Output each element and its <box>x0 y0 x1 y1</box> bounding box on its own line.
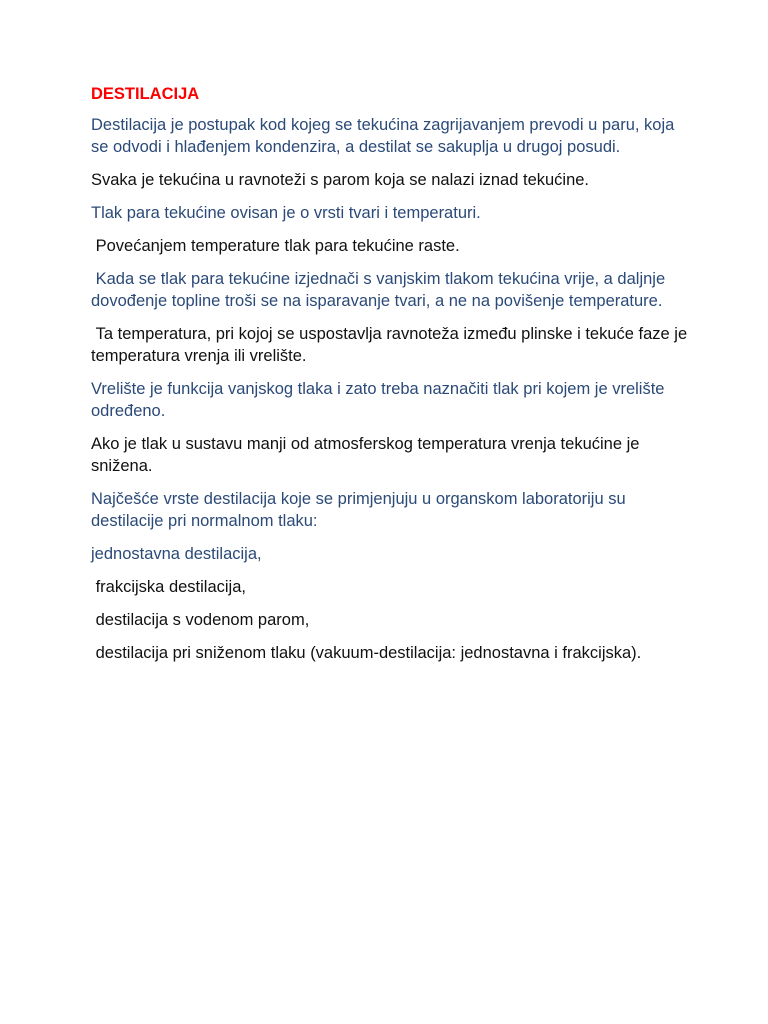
document-body <box>91 83 691 675</box>
paragraph-boiling-point: Ta temperatura, pri kojoj se uspostavlja ravnoteža između plinske i tekuće faze je temperatura vrenja ili vrelište. <box>91 325 692 365</box>
list-item-vacuum: destilacija pri sniženom tlaku (vakuum-destilacija: jednostavna i frakcijska). <box>91 644 642 662</box>
list-item-steam: destilacija s vodenom parom, <box>91 611 310 629</box>
paragraph-equilibrium: Svaka je tekućina u ravnoteži s parom koja se nalazi iznad tekućine. <box>91 171 590 189</box>
list-item-simple: jednostavna destilacija, <box>91 545 262 563</box>
paragraph-definition: Destilacija je postupak kod kojeg se tekućina zagrijavanjem prevodi u paru, koja se odvodi i hlađenjem kondenzira, a destilat se sakuplja u drugoj posudi. <box>91 116 675 156</box>
paragraph-boiling: Kada se tlak para tekućine izjednači s vanjskim tlakom tekućina vrije, a daljnje dovođenje topline troši se na isparavanje tvari, a ne na povišenje temperature. <box>91 270 670 310</box>
document-title: DESTILACIJA <box>91 85 200 103</box>
paragraph-types-intro: Najčešće vrste destilacija koje se primjenjuju u organskom laboratoriju su destilacije pri normalnom tlaku: <box>91 490 626 530</box>
paragraph-external-pressure: Vrelište je funkcija vanjskog tlaka i zato treba naznačiti tlak pri kojem je vrelište određeno. <box>91 380 665 420</box>
paragraph-reduced-pressure: Ako je tlak u sustavu manji od atmosferskog temperatura vrenja tekućine je snižena. <box>91 435 640 475</box>
paragraph-temperature-rise: Povećanjem temperature tlak para tekućine raste. <box>91 237 460 255</box>
paragraph-vapor-pressure: Tlak para tekućine ovisan je o vrsti tvari i temperaturi. <box>91 204 481 222</box>
list-item-fractional: frakcijska destilacija, <box>91 578 246 596</box>
